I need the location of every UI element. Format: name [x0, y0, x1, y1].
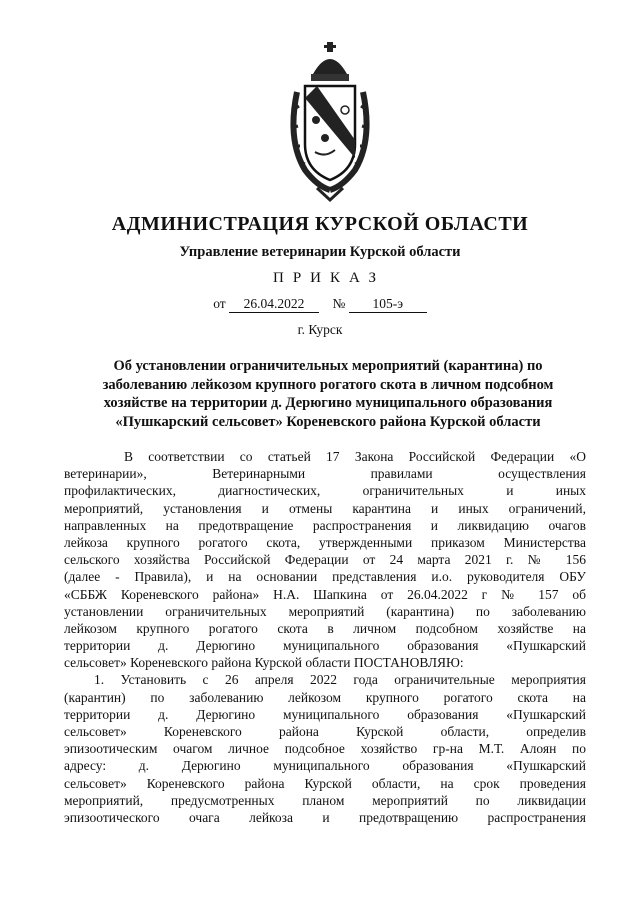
- body-line: сельсовет» Кореневского района Курской области ПОСТАНОВЛЯЮ:: [64, 655, 464, 671]
- document-number: 105-э: [349, 296, 427, 313]
- body-line: направленных на предотвращение распространения и ликвидацию очагов: [64, 517, 586, 533]
- subject-line: хозяйстве на территории д. Дерюгино муниципального образования: [103, 395, 553, 411]
- body-line: профилактических, диагностических, ограничительных и иных: [64, 483, 586, 499]
- subject-line: Об установлении ограничительных мероприятий (карантина) по: [113, 358, 543, 374]
- body-line: ветеринарии», Ветеринарными правилами осуществления: [64, 466, 586, 482]
- document-city: г. Курск: [297, 322, 343, 337]
- body-line: установлении ограничительных мероприятий (карантина) по заболеванию: [64, 603, 586, 619]
- document-type: ПРИКАЗ: [273, 270, 385, 286]
- body-line: мероприятий, установления и отмены карантина и иных ограничений,: [64, 500, 586, 516]
- kursk-coat-of-arms-icon: [287, 40, 373, 205]
- body-line: (далее - Правила), и на основании представления и.о. руководителя ОБУ: [64, 569, 586, 585]
- body-line: лейкоза крупного рогатого скота, утвержденными приказом Министерства: [64, 534, 586, 550]
- document-date-number-line: [0, 296, 640, 313]
- subject-line: заболеванию лейкозом крупного рогатого скота в личном подсобном: [102, 376, 554, 393]
- body-line: (карантин) по заболеванию лейкозом крупного рогатого скота на: [64, 689, 586, 705]
- document-subject: [88, 357, 568, 431]
- body-line: территории д. Дерюгино муниципального образования «Пушкарский: [64, 706, 586, 722]
- body-line: сельсовет» Кореневского района Курской области, определив: [64, 724, 586, 739]
- date-prefix: от: [213, 296, 226, 311]
- body-line: сельского хозяйства Российской Федерации от 24 марта 2021 г. № 156: [64, 552, 586, 568]
- document-date: 26.04.2022: [229, 296, 319, 313]
- body-line: эпизоотического очага лейкоза и предотвращению распространения: [64, 809, 586, 825]
- body-line: сельсовет» Кореневского района Курской области, на срок проведения: [64, 775, 586, 791]
- body-line: эпизоотическим очагом личное подсобное хозяйство гр-на М.Т. Алоян по: [64, 741, 586, 757]
- body-line: «СББЖ Кореневского района» Н.А. Шапкина от 26.04.2022 г № 157 об: [64, 586, 586, 602]
- organization-title: АДМИНИСТРАЦИЯ КУРСКОЙ ОБЛАСТИ: [111, 213, 529, 235]
- body-line: В соответствии со статьей 17 Закона Российской Федерации «О: [124, 449, 586, 464]
- body-line: лейкозом крупного рогатого скота в личном подсобном хозяйстве на: [64, 620, 586, 636]
- body-line: 1. Установить с 26 апреля 2022 года ограничительные мероприятия: [94, 672, 586, 688]
- document-body: [64, 448, 586, 826]
- body-line: адресу: д. Дерюгино муниципального образования «Пушкарский: [64, 758, 586, 774]
- organization-subtitle: Управление ветеринарии Курской области: [179, 244, 461, 260]
- subject-line: «Пушкарский сельсовет» Кореневского района Курской области: [115, 413, 541, 430]
- body-line: мероприятий, предусмотренных планом мероприятий по ликвидации: [64, 792, 586, 808]
- body-line: территории д. Дерюгино муниципального образования «Пушкарский: [64, 638, 586, 654]
- number-prefix: №: [332, 296, 346, 311]
